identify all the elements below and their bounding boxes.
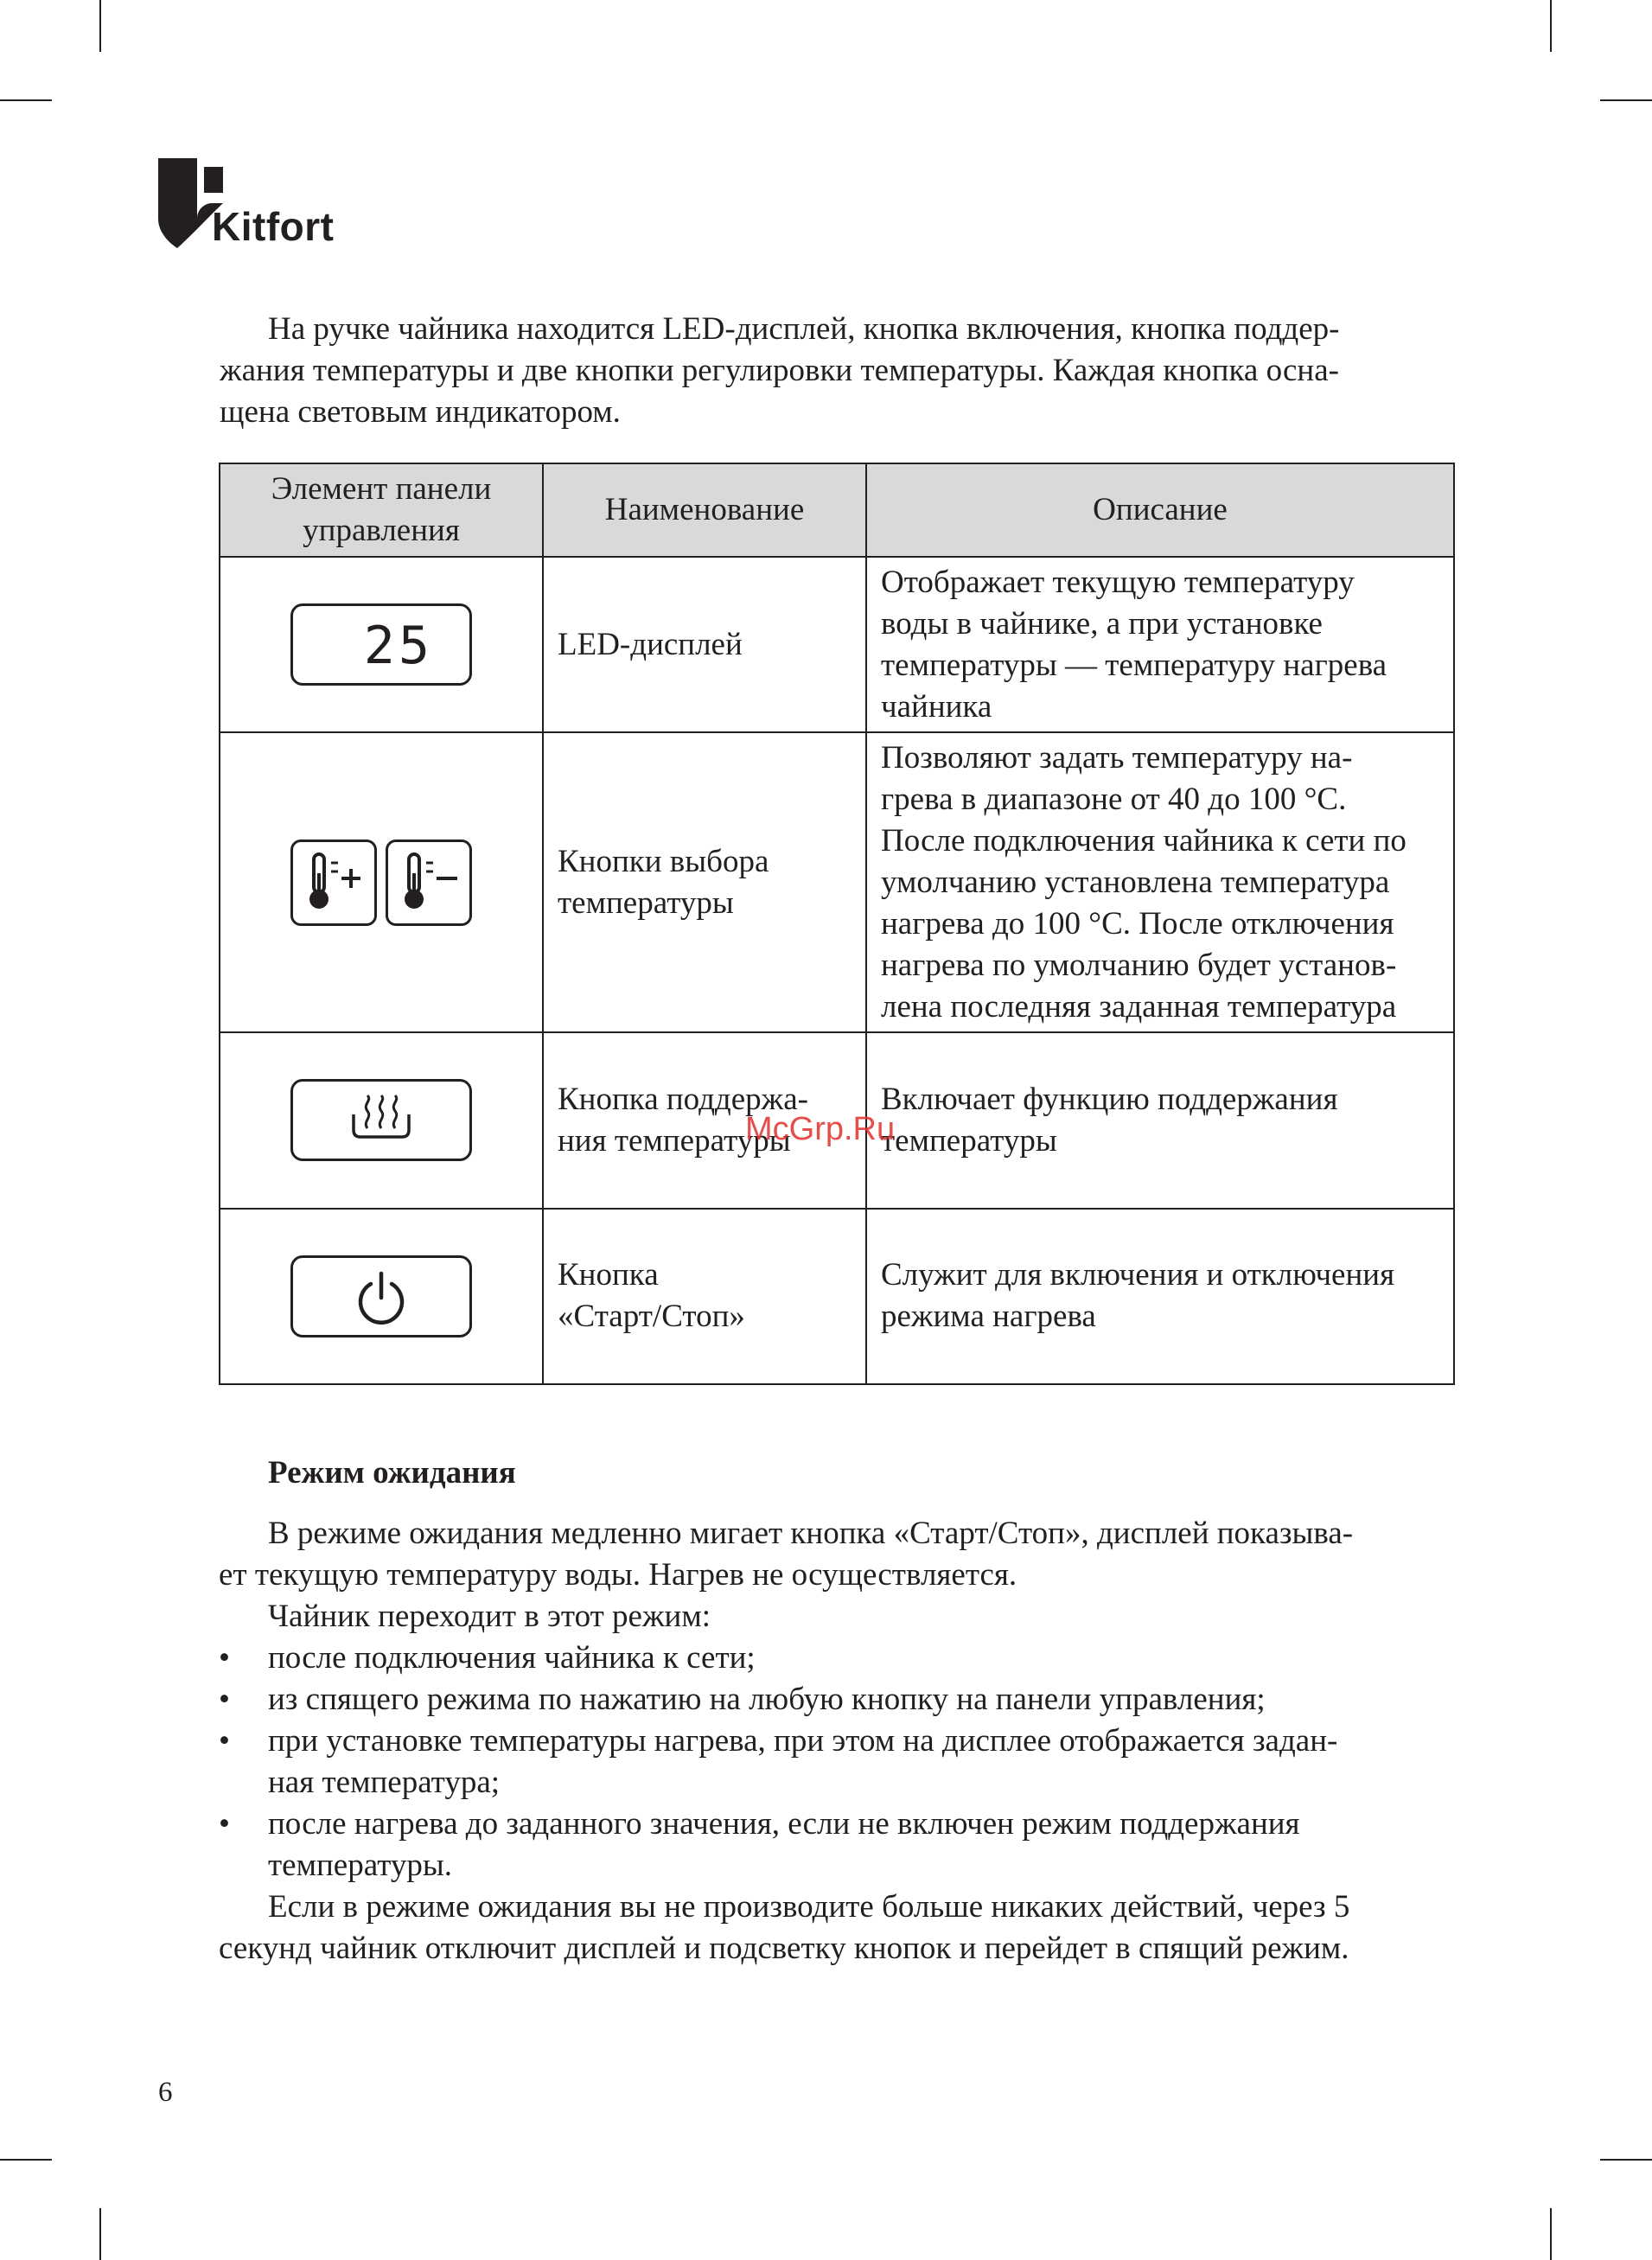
icon-cell bbox=[220, 1032, 543, 1208]
description-line: После подключения чайника к сети по bbox=[881, 822, 1406, 859]
bullet-line: ная температура; bbox=[268, 1765, 501, 1800]
crop-mark bbox=[1550, 0, 1552, 52]
logo-brand-text: Kitfort bbox=[212, 204, 335, 249]
para-line: секунд чайник отключит дисплей и подсветку кнопок и перейдет в спящий режим. bbox=[219, 1931, 1349, 1966]
bullet-line: температуры. bbox=[268, 1848, 452, 1883]
description-cell bbox=[866, 1032, 1454, 1208]
description-line: нагрева по умолчанию будет установ- bbox=[881, 947, 1397, 983]
name-line: Кнопка bbox=[558, 1257, 659, 1293]
name-line: ния температуры bbox=[558, 1122, 791, 1159]
header-element bbox=[220, 463, 543, 557]
crop-mark bbox=[1550, 2208, 1552, 2260]
crop-mark bbox=[0, 2159, 52, 2161]
description-line: нагрева до 100 °C. После отключения bbox=[881, 905, 1394, 942]
description-line: Отображает текущую температуру bbox=[881, 564, 1355, 600]
led-display-icon bbox=[290, 603, 472, 686]
description-line: Включает функцию поддержания bbox=[881, 1081, 1338, 1117]
header-description: Описание bbox=[866, 463, 1454, 557]
table-header-row bbox=[220, 463, 1454, 557]
description-line: воды в чайнике, а при установке bbox=[881, 605, 1323, 642]
description-line: Служит для включения и отключения bbox=[881, 1257, 1395, 1293]
name-line: температуры bbox=[558, 884, 734, 921]
description-line: режима нагрева bbox=[881, 1299, 1096, 1335]
description-line: температуры bbox=[881, 1122, 1057, 1159]
description-line: умолчанию установлена температура bbox=[881, 864, 1390, 900]
section-heading: Режим ожидания bbox=[268, 1455, 516, 1491]
crop-mark bbox=[99, 2208, 101, 2260]
icon-cell bbox=[220, 557, 543, 732]
name-line: Кнопка поддержа- bbox=[558, 1081, 808, 1117]
bullet-marker: • bbox=[219, 1806, 230, 1842]
description-cell bbox=[866, 1209, 1454, 1384]
thermometer-plus-icon bbox=[290, 840, 377, 926]
name-line: LED-дисплей bbox=[558, 626, 743, 662]
table-row bbox=[220, 1209, 1454, 1384]
bullet-marker: • bbox=[219, 1682, 230, 1717]
intro-paragraph bbox=[220, 309, 1340, 433]
control-panel-table bbox=[219, 463, 1455, 1385]
thermometer-minus-icon bbox=[386, 840, 472, 926]
keep-warm-icon bbox=[290, 1079, 472, 1161]
description-line: температуры — температуру нагрева bbox=[881, 647, 1387, 683]
crop-mark bbox=[1600, 99, 1652, 101]
bullet-line: при установке температуры нагрева, при этом на дисплее отображается задан- bbox=[268, 1723, 1338, 1759]
description-line: Позволяют задать температуру на- bbox=[881, 739, 1353, 776]
header-name: Наименование bbox=[543, 463, 866, 557]
name-line: Кнопки выбора bbox=[558, 843, 769, 879]
header-element-line: Элемент панели bbox=[271, 471, 492, 507]
bullet-line: после нагрева до заданного значения, если не включен режим поддержания bbox=[268, 1806, 1300, 1842]
bullet-line: после подключения чайника к сети; bbox=[268, 1640, 756, 1676]
name-cell bbox=[543, 1209, 866, 1384]
crop-mark bbox=[1600, 2159, 1652, 2161]
table-row bbox=[220, 557, 1454, 732]
intro-line: жания температуры и две кнопки регулировки температуры. Каждая кнопка осна- bbox=[220, 353, 1339, 388]
description-line: грева в диапазоне от 40 до 100 °C. bbox=[881, 781, 1347, 817]
icon-cell bbox=[220, 732, 543, 1032]
description-line: лена последняя заданная температура bbox=[881, 988, 1397, 1025]
description-cell bbox=[866, 732, 1454, 1032]
power-icon bbox=[290, 1255, 472, 1337]
icon-cell bbox=[220, 1209, 543, 1384]
name-cell bbox=[543, 557, 866, 732]
page-number: 6 bbox=[158, 2077, 173, 2108]
description-line: чайника bbox=[881, 688, 992, 725]
bullet-line: из спящего режима по нажатию на любую кнопку на панели управления; bbox=[268, 1682, 1266, 1717]
name-cell bbox=[543, 732, 866, 1032]
led-display-value: 25 bbox=[363, 616, 433, 677]
para-line: Чайник переходит в этот режим: bbox=[268, 1599, 711, 1634]
crop-mark bbox=[0, 99, 52, 101]
para-line: В режиме ожидания медленно мигает кнопка «Старт/Стоп», дисплей показыва- bbox=[268, 1516, 1354, 1551]
bullet-marker: • bbox=[219, 1640, 230, 1676]
bullet-marker: • bbox=[219, 1723, 230, 1759]
table-row bbox=[220, 732, 1454, 1032]
crop-mark bbox=[99, 0, 101, 52]
para-line: ет текущую температуру воды. Нагрев не осуществляется. bbox=[219, 1557, 1017, 1593]
intro-line: щена световым индикатором. bbox=[220, 394, 621, 430]
intro-line: На ручке чайника находится LED-дисплей, кнопка включения, кнопка поддер- bbox=[268, 311, 1340, 347]
description-cell bbox=[866, 557, 1454, 732]
name-line: «Старт/Стоп» bbox=[558, 1299, 745, 1335]
para-line: Если в режиме ожидания вы не производите больше никаких действий, через 5 bbox=[268, 1889, 1350, 1925]
header-element-line: управления bbox=[303, 513, 460, 548]
watermark: McGrp.Ru bbox=[745, 1111, 896, 1147]
